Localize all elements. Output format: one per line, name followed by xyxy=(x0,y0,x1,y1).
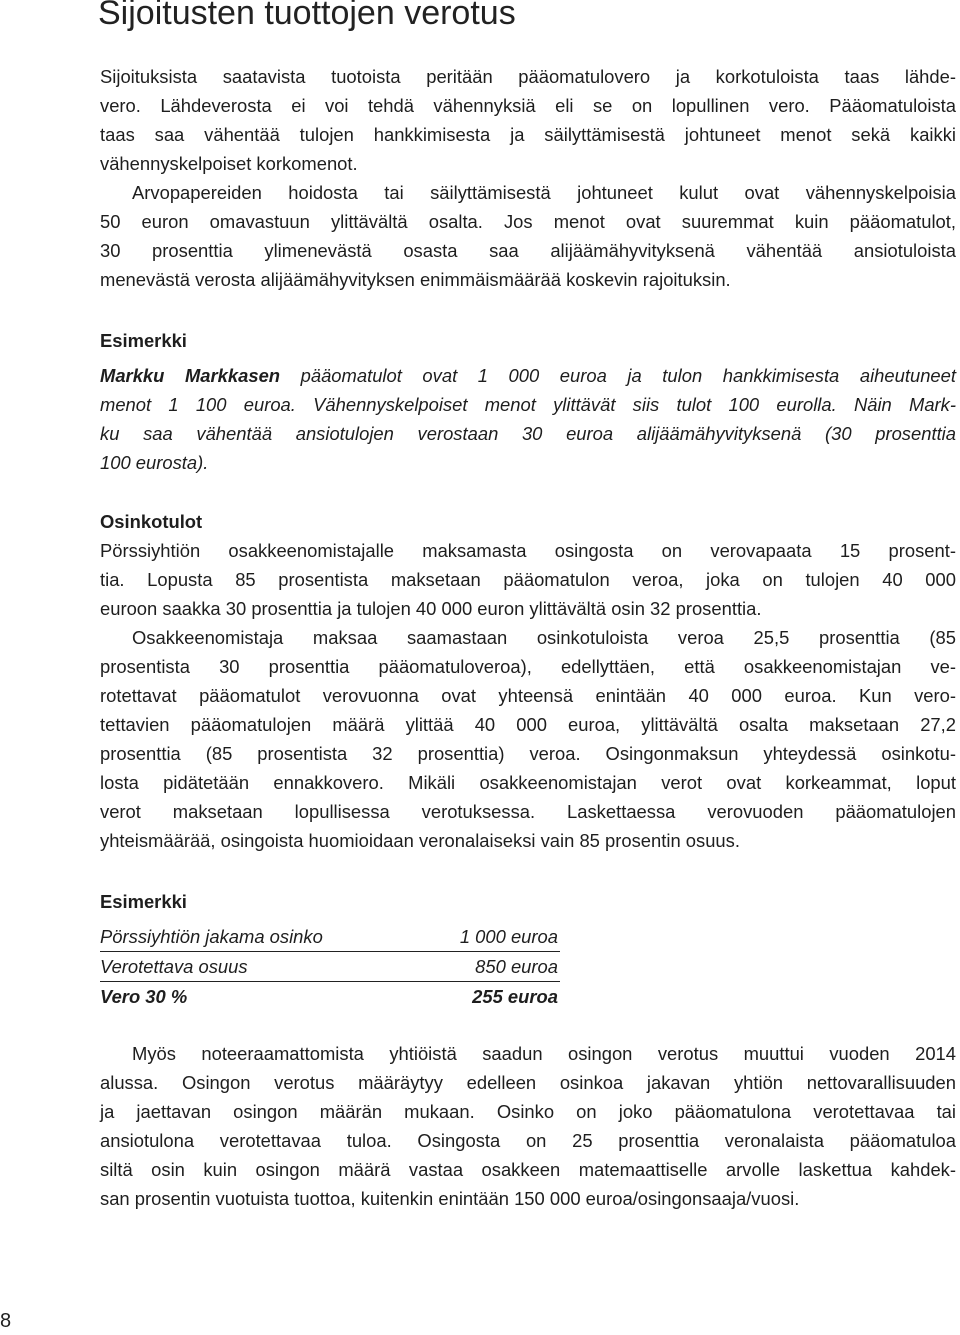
table-row xyxy=(100,982,560,1011)
text-line: rotettavat pääomatulot verovuonna ovat yhteensä enintään 40 000 euroa. Kun vero- xyxy=(100,685,956,706)
table-row xyxy=(100,922,560,952)
row-value: 255 euroa xyxy=(472,986,558,1007)
text-line: Osakkeenomistaja maksaa saamastaan osinkotuloista veroa 25,5 prosenttia (85 xyxy=(132,627,956,648)
text-line: tia. Lopusta 85 prosentista maksetaan pääomatulon veroa, joka on tulojen 40 000 xyxy=(100,569,956,590)
section-heading: Osinkotulot xyxy=(100,511,203,532)
page-title: Sijoitusten tuottojen verotus xyxy=(98,0,516,32)
text-line: Pörssiyhtiön osakkeenomistajalle maksamasta osingosta on verovapaata 15 prosent- xyxy=(100,540,956,561)
text-line: ku saa vähentää ansiotulojen verostaan 30 euroa alijäämähyvityksenä (30 prosenttia xyxy=(100,423,956,444)
dividend-tax-table xyxy=(100,922,560,1011)
text-line: 100 eurosta). xyxy=(100,452,209,473)
dividend-income-section xyxy=(100,507,956,855)
row-value: 850 euroa xyxy=(475,956,558,977)
example-1 xyxy=(100,326,956,477)
text-line: ja jaettavan osingon määrän mukaan. Osinko on joko pääomatulona verotettavaa tai xyxy=(100,1101,956,1122)
text-line: siltä osin kuin osingon määrä vastaa osakkeen matemaattiselle arvolle laskettua kahdek- xyxy=(100,1159,956,1180)
unlisted-dividends-paragraph xyxy=(100,1039,956,1213)
example-heading: Esimerkki xyxy=(100,330,187,351)
text-line: menot 1 100 euroa. Vähennyskelpoiset menot ylittävät siis tulot 100 eurolla. Näin Mark- xyxy=(100,394,956,415)
text-line: tettavien pääomatulojen määrä ylittää 40 000 euroa, ylittävältä osalta maksetaan 27,2 xyxy=(100,714,956,735)
text-line: Markku Markkasen pääomatulot ovat 1 000 euroa ja tulon hankkimisesta aiheutuneet xyxy=(100,365,956,386)
text-line: ansiotulona verotettavaa tuloa. Osingosta on 25 prosenttia veronalaista pääomatuloa xyxy=(100,1130,956,1151)
row-label: Vero 30 % xyxy=(100,986,188,1007)
row-value: 1 000 euroa xyxy=(459,926,558,947)
row-label: Verotettava osuus xyxy=(100,956,248,977)
row-label: Pörssiyhtiön jakama osinko xyxy=(100,926,323,947)
text-line: vero. Lähdeverosta ei voi tehdä vähennyksiä eli se on lopullinen vero. Pääomatuloista xyxy=(100,95,956,116)
text-line: prosentista 30 prosenttia pääomatuloveroa), edellyttäen, että osakkeenomistajan ve- xyxy=(100,656,956,677)
text-line: Myös noteeraamattomista yhtiöistä saadun osingon verotus muuttui vuoden 2014 xyxy=(132,1043,956,1064)
text-line: prosenttia (85 prosentista 32 prosenttia) veroa. Osingonmaksun yhteydessä osinkotu- xyxy=(100,743,956,764)
text-line: Arvopapereiden hoidosta tai säilyttämisestä johtuneet kulut ovat vähennyskelpoisia xyxy=(132,182,956,203)
text-line: euroon saakka 30 prosenttia ja tulojen 40 000 euron ylittävältä osin 32 prosenttia. xyxy=(100,598,762,619)
text-line: 50 euron omavastuun ylittävältä osalta. Jos menot ovat suuremmat kuin pääomatulot, xyxy=(100,211,956,232)
text-line: 30 prosenttia ylimenevästä osasta saa alijäämähyvityksenä vähentää ansiotuloista xyxy=(100,240,956,261)
intro-paragraph xyxy=(100,62,956,294)
example-person-name: Markku Markkasen xyxy=(100,365,281,386)
example-2 xyxy=(100,887,956,916)
text-line: alussa. Osingon verotus määräytyy edelleen osinkoa jakavan yhtiön nettovarallisuuden xyxy=(100,1072,956,1093)
text-line: losta pidätetään ennakkovero. Mikäli osakkeenomistajan verot ovat korkeammat, loput xyxy=(100,772,956,793)
text-line: verot maksetaan lopullisessa verotuksessa. Laskettaessa verovuoden pääomatulojen xyxy=(100,801,956,822)
text-line: yhteismäärää, osingoista huomioidaan veronalaiseksi vain 85 prosentin osuus. xyxy=(100,830,740,851)
text-line: san prosentin vuotuista tuottoa, kuitenkin enintään 150 000 euroa/osingonsaaja/vuosi. xyxy=(100,1188,800,1209)
table-row xyxy=(100,952,560,982)
text-line: vähennyskelpoiset korkomenot. xyxy=(100,153,358,174)
text-line: taas saa vähentää tulojen hankkimisesta ja säilyttämisestä johtuneet menot sekä kaikki xyxy=(100,124,956,145)
text-line: Sijoituksista saatavista tuotoista peritään pääomatulovero ja korkotuloista taas lähde- xyxy=(100,66,956,87)
page-number: 8 xyxy=(0,1310,12,1332)
example-heading: Esimerkki xyxy=(100,891,187,912)
text-line: menevästä verosta alijäämähyvityksen enimmäismäärää koskevin rajoituksin. xyxy=(100,269,731,290)
